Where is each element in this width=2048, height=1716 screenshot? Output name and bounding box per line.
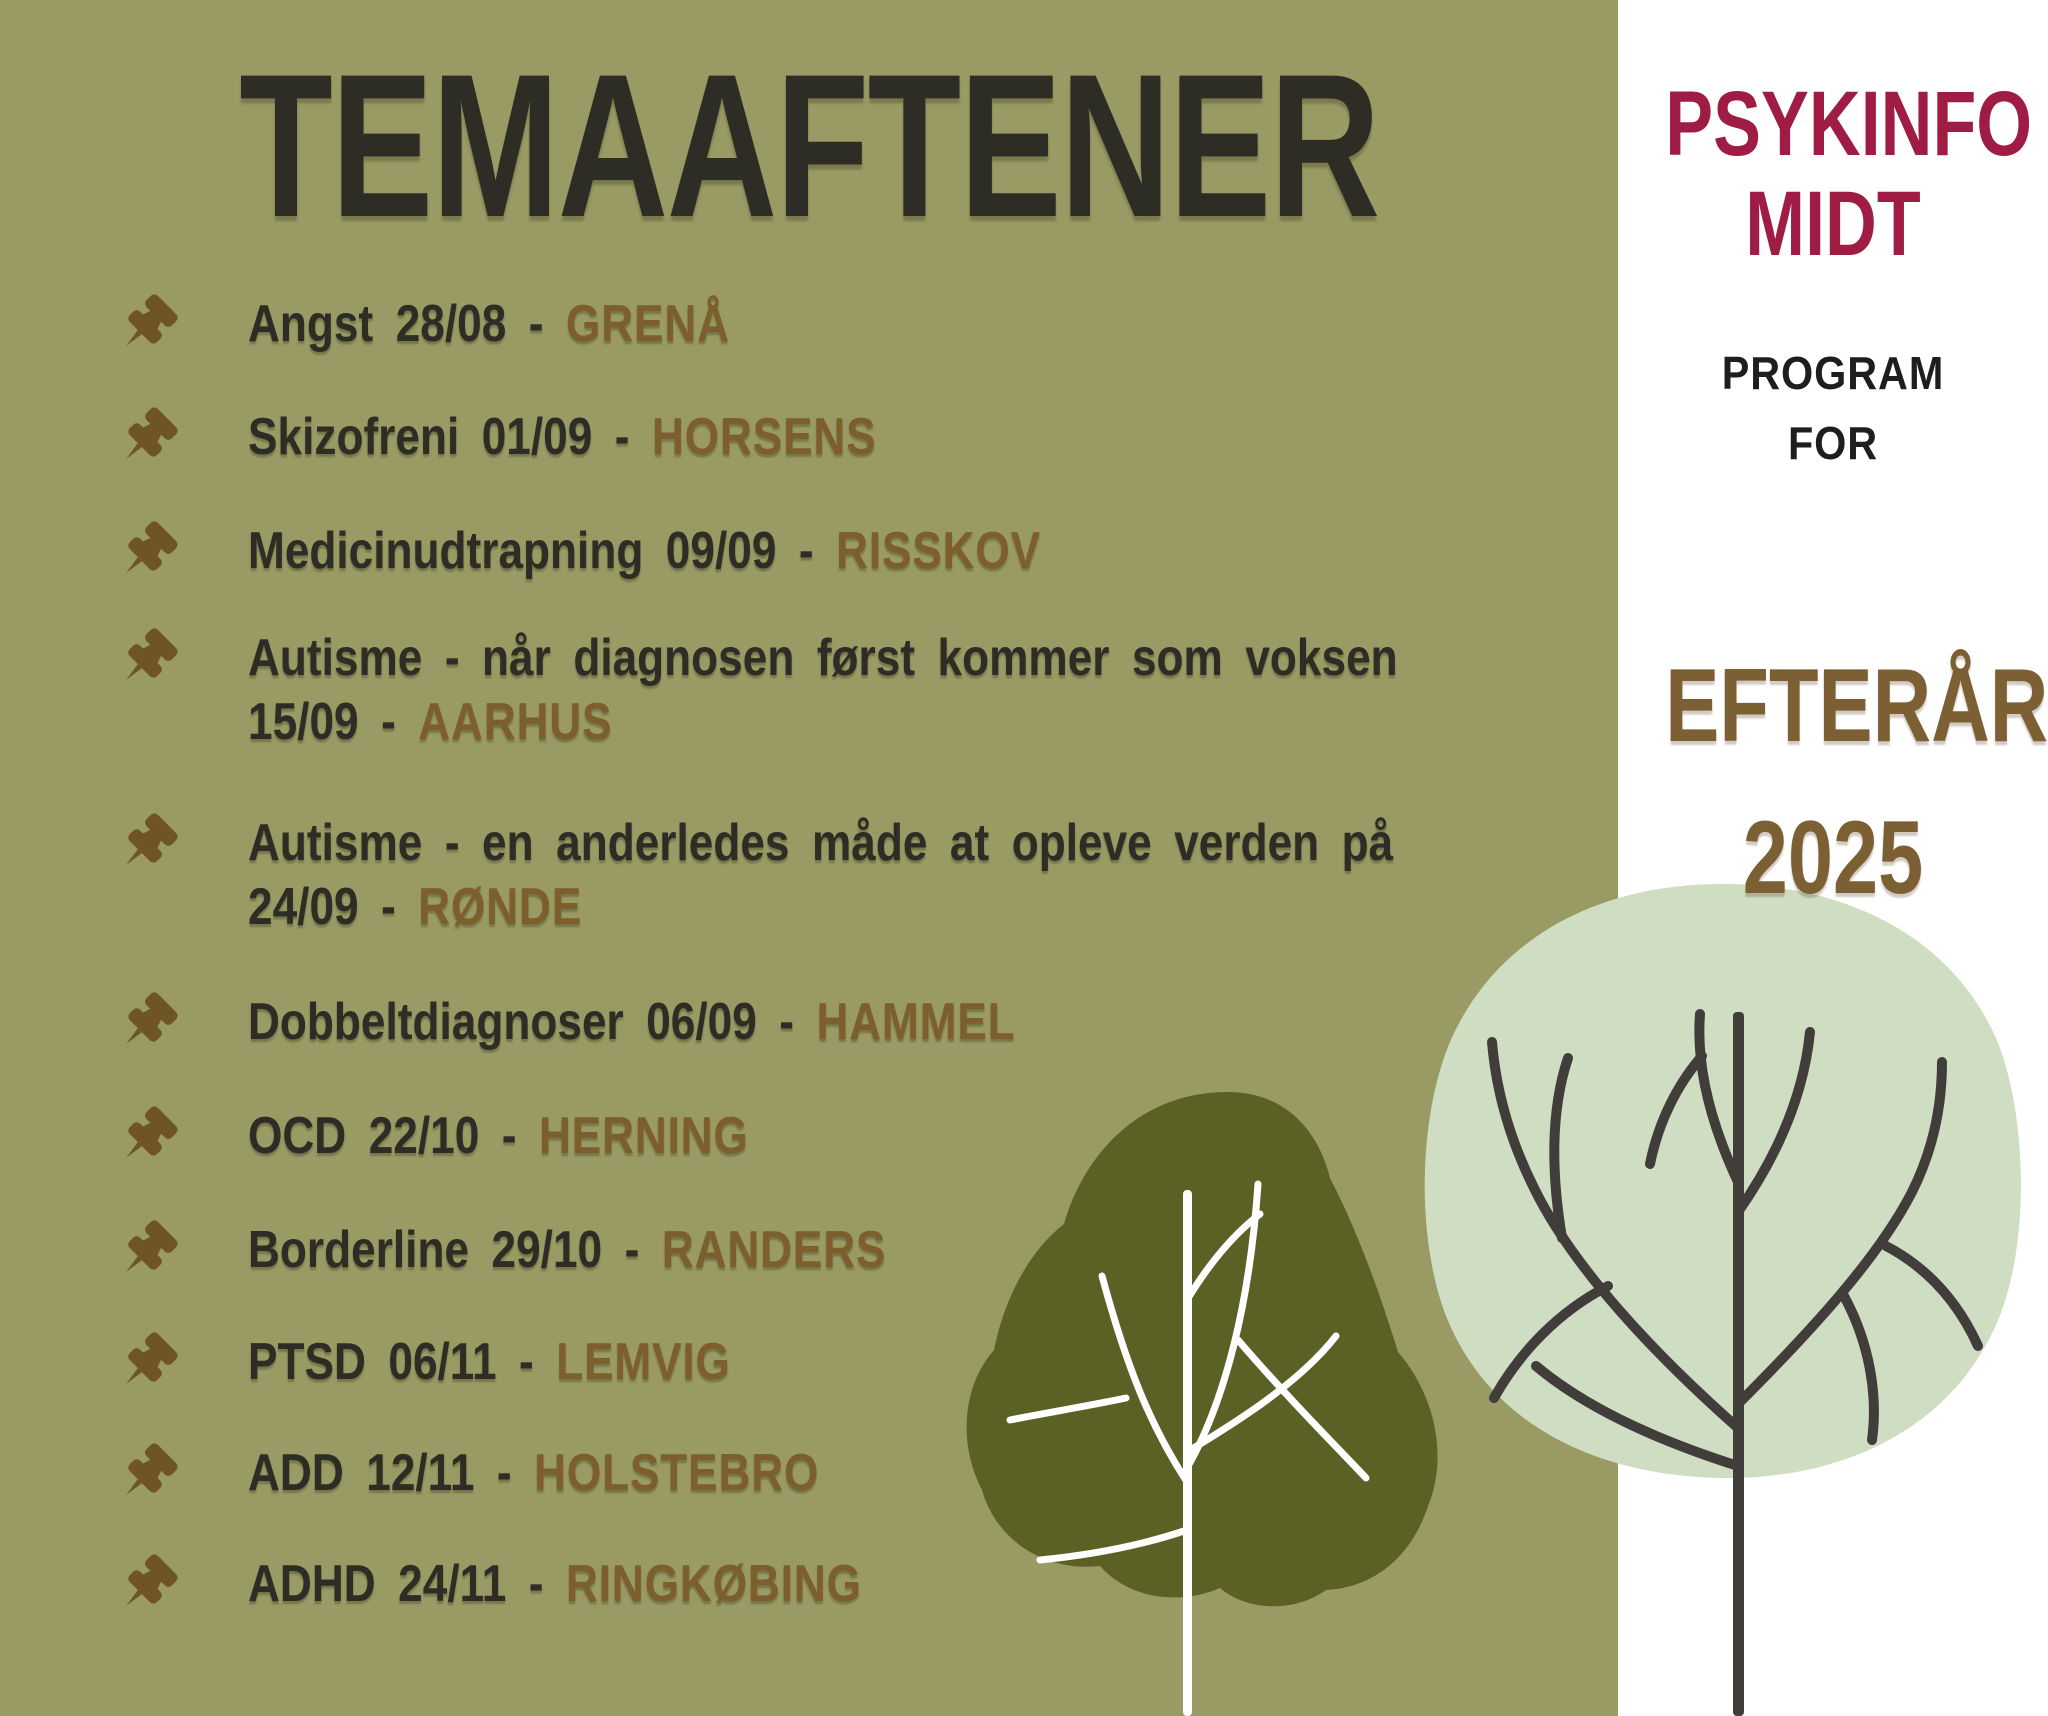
event-row — [116, 1552, 970, 1616]
pushpin-icon — [116, 1104, 180, 1168]
event-topic-date-location: ADD 12/11 - HOLSTEBRO — [248, 1444, 820, 1502]
season-line1: EFTERÅR — [1665, 648, 2048, 764]
event-topic-date-location: ADHD 24/11 - RINGKØBING — [248, 1555, 862, 1613]
event-topic: Autisme - når diagnosen først kommer som voksen — [248, 629, 1398, 687]
poster-title: TEMAAFTENER — [239, 32, 1379, 260]
event-row — [116, 1330, 816, 1394]
event-text — [248, 1104, 837, 1168]
event-location: LEMVIG — [556, 1333, 731, 1391]
brand-line2: MIDT — [1745, 173, 1921, 275]
event-row — [116, 519, 1181, 583]
event-row — [116, 811, 1595, 939]
brand-name — [1665, 73, 2033, 275]
event-row — [116, 292, 815, 356]
event-row — [116, 1218, 999, 1282]
event-location: HORSENS — [652, 408, 877, 466]
event-date-location: 15/09 - AARHUS — [248, 693, 613, 751]
event-topic-date-location: Skizofreni 01/09 - HORSENS — [248, 408, 877, 466]
event-location: RISSKOV — [836, 522, 1041, 580]
event-topic-date-location: Medicinudtrapning 09/09 - RISSKOV — [248, 522, 1041, 580]
event-location: HAMMEL — [816, 993, 1016, 1051]
event-row — [116, 626, 1601, 754]
event-topic-date-location: Borderline 29/10 - RANDERS — [248, 1221, 887, 1279]
event-text — [248, 811, 1595, 939]
season-label — [1665, 630, 2048, 934]
event-text — [248, 626, 1601, 754]
right-panel — [1618, 0, 2048, 1716]
event-row — [116, 1441, 920, 1505]
pushpin-icon — [116, 1441, 180, 1505]
season-line2: 2025 — [1742, 800, 1924, 916]
program-line2: FOR — [1787, 417, 1879, 469]
pushpin-icon — [116, 1330, 180, 1394]
pushpin-icon — [116, 1552, 180, 1616]
pushpin-icon — [116, 626, 180, 690]
event-topic: Autisme - en anderledes måde at opleve verden på — [248, 814, 1394, 872]
event-text — [248, 1218, 999, 1282]
event-text — [248, 405, 987, 469]
pushpin-icon — [116, 405, 180, 469]
event-location: AARHUS — [418, 693, 613, 751]
event-location: HERNING — [538, 1107, 749, 1165]
program-line1: PROGRAM — [1721, 347, 1945, 399]
pushpin-icon — [116, 292, 180, 356]
event-location: RØNDE — [418, 878, 583, 936]
pushpin-icon — [116, 811, 180, 875]
pushpin-icon — [116, 1218, 180, 1282]
event-topic-date-location: Angst 28/08 - GRENÅ — [248, 295, 730, 353]
pushpin-icon — [116, 990, 180, 1054]
event-row — [116, 405, 987, 469]
event-text — [248, 1552, 970, 1616]
event-location: GRENÅ — [565, 295, 730, 353]
event-topic-date-location: PTSD 06/11 - LEMVIG — [248, 1333, 731, 1391]
program-label — [1640, 338, 2027, 478]
event-location: HOLSTEBRO — [534, 1444, 820, 1502]
event-text — [248, 1441, 920, 1505]
event-text — [248, 990, 1151, 1054]
event-row — [116, 1104, 837, 1168]
event-text — [248, 292, 815, 356]
brand-line1: PSYKINFO — [1665, 73, 2033, 175]
event-topic-date-location: OCD 22/10 - HERNING — [248, 1107, 749, 1165]
event-location: RINGKØBING — [566, 1555, 862, 1613]
event-row — [116, 990, 1151, 1054]
event-text — [248, 519, 1181, 583]
event-text — [248, 1330, 816, 1394]
event-location: RANDERS — [661, 1221, 887, 1279]
pushpin-icon — [116, 519, 180, 583]
event-topic-date-location: Dobbeltdiagnoser 06/09 - HAMMEL — [248, 993, 1016, 1051]
event-date-location: 24/09 - RØNDE — [248, 878, 583, 936]
